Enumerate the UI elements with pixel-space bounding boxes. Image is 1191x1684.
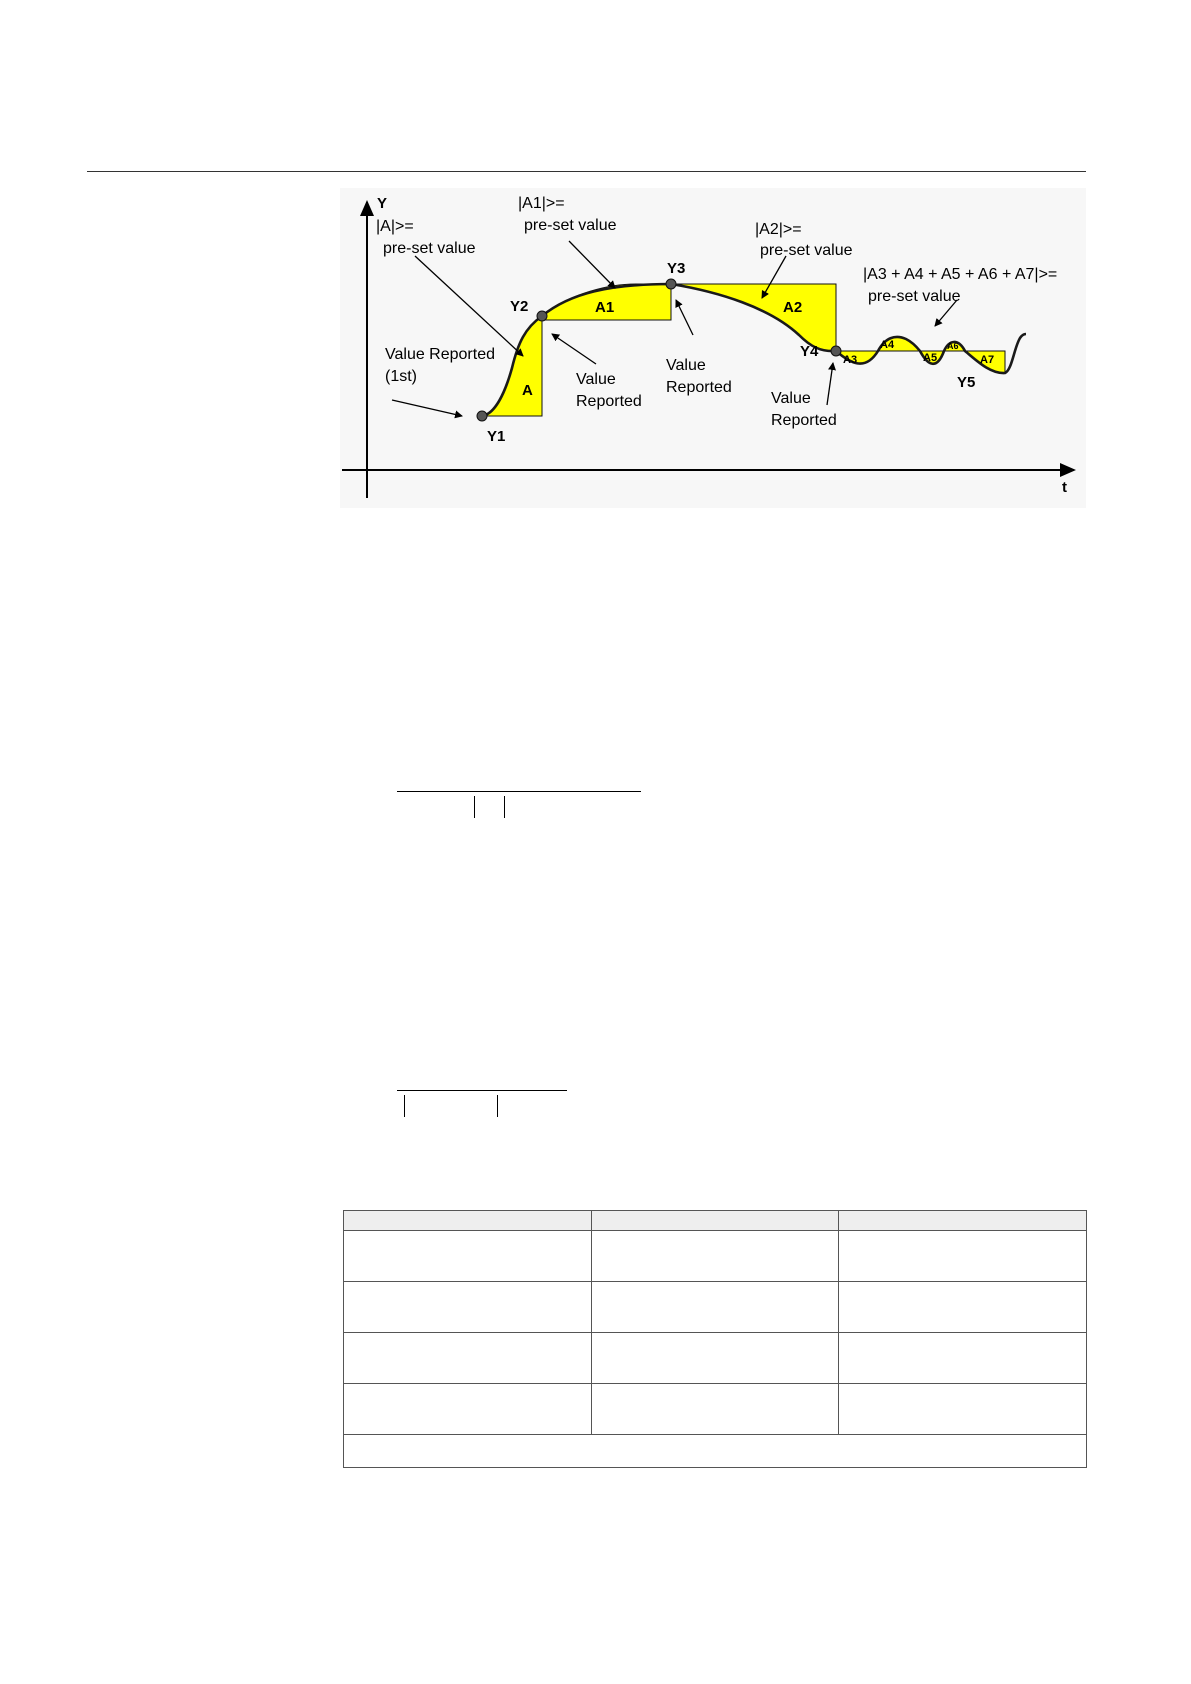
t-axis-label: t: [1062, 479, 1067, 496]
a1-condition-line2: pre-set value: [524, 217, 617, 234]
table-header-cell: [591, 1211, 839, 1231]
label-area-a: A: [522, 382, 533, 399]
table-row: [344, 1282, 1087, 1333]
formula-2-abs-bar-left: [404, 1095, 405, 1117]
a-condition-line2: pre-set value: [383, 240, 476, 257]
label-area-a7: A7: [980, 354, 995, 366]
table-cell: [839, 1384, 1087, 1435]
report-y4-line2: Reported: [771, 412, 837, 429]
label-area-a3: A3: [843, 354, 858, 366]
table-cell: [839, 1231, 1087, 1282]
y-axis-label: Y: [377, 195, 388, 212]
label-area-a5: A5: [923, 352, 938, 364]
table-cell: [344, 1282, 592, 1333]
table-cell: [591, 1333, 839, 1384]
a-condition-line1: |A|>=: [376, 218, 414, 235]
point-y2: [537, 311, 547, 321]
label-y5: Y5: [957, 374, 976, 391]
formula-2-fraction-bar: [397, 1090, 567, 1091]
table-header-cell: [839, 1211, 1087, 1231]
a1-condition-line1: |A1|>=: [518, 195, 565, 212]
label-area-a4: A4: [880, 339, 895, 351]
report-y2-line2: Reported: [576, 393, 642, 410]
a2-condition-line1: |A2|>=: [755, 221, 802, 238]
arrow-a-condition: [415, 256, 523, 356]
label-y1: Y1: [487, 428, 506, 445]
a2-condition-line2: pre-set value: [760, 242, 853, 259]
label-y3: Y3: [667, 260, 686, 277]
arrow-report-y3: [676, 300, 693, 335]
table-cell: [839, 1282, 1087, 1333]
arrow-report-y2: [552, 334, 596, 364]
table-header-cell: [344, 1211, 592, 1231]
table-cell: [591, 1282, 839, 1333]
sum-condition-line1: |A3 + A4 + A5 + A6 + A7|>=: [863, 266, 1058, 283]
table-row: [344, 1384, 1087, 1435]
report-y3-line1: Value: [666, 357, 706, 374]
first-report-line1: Value Reported: [385, 346, 495, 363]
point-y4: [831, 346, 841, 356]
label-area-a6: A6: [947, 341, 959, 351]
arrow-a1-condition: [569, 241, 615, 288]
table-cell: [344, 1384, 592, 1435]
label-y4: Y4: [800, 343, 819, 360]
table-cell: [344, 1231, 592, 1282]
table-footer-cell: [344, 1435, 1087, 1468]
arrow-report-y4: [827, 363, 833, 405]
formula-2-abs-bar-right: [497, 1095, 498, 1117]
formula-1-abs-bar-right: [504, 796, 505, 818]
report-y2-line1: Value: [576, 371, 616, 388]
report-y4-line1: Value: [771, 390, 811, 407]
table-footer-row: [344, 1435, 1087, 1468]
table-row: [344, 1333, 1087, 1384]
sum-condition-line2: pre-set value: [868, 288, 961, 305]
table-cell: [344, 1333, 592, 1384]
figure-svg: [340, 188, 1086, 508]
point-y3: [666, 279, 676, 289]
table-row: [344, 1231, 1087, 1282]
area-a2-fill: [671, 284, 836, 351]
report-y3-line2: Reported: [666, 379, 732, 396]
label-y2: Y2: [510, 298, 529, 315]
formula-1-abs-bar-left: [474, 796, 475, 818]
point-y1: [477, 411, 487, 421]
settings-table-grid: [343, 1210, 1087, 1468]
first-report-line2: (1st): [385, 368, 417, 385]
settings-table: [343, 1210, 1087, 1468]
header-rule: [87, 171, 1086, 172]
integral-deadband-figure: [340, 188, 1086, 508]
label-area-a2: A2: [783, 299, 803, 316]
table-header-row: [344, 1211, 1087, 1231]
arrow-first-report: [392, 400, 462, 416]
table-cell: [839, 1333, 1087, 1384]
formula-1-fraction-bar: [397, 791, 641, 792]
table-cell: [591, 1384, 839, 1435]
label-area-a1: A1: [595, 299, 615, 316]
table-cell: [591, 1231, 839, 1282]
